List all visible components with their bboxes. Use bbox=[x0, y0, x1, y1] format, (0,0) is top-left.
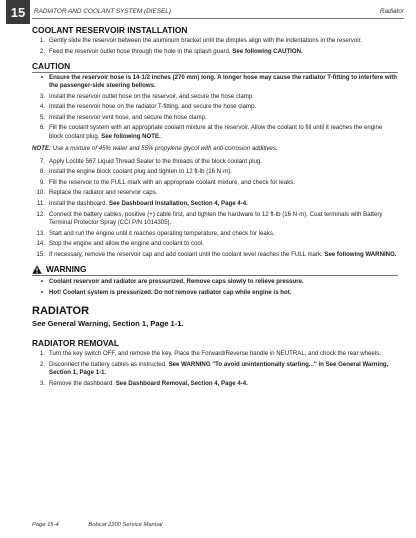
running-title: Radiator bbox=[379, 8, 404, 15]
step-item bbox=[32, 211, 398, 228]
general-warning-ref: See General Warning, Section 1, Page 1-1. bbox=[32, 319, 184, 329]
step-item bbox=[32, 230, 398, 238]
page-content bbox=[32, 26, 398, 390]
caution-bullet bbox=[32, 74, 398, 91]
step-item bbox=[32, 380, 398, 388]
warning-bullet bbox=[32, 289, 398, 297]
footer-manual-title: Bobcat 2200 Service Manual bbox=[88, 522, 163, 528]
step-number: 5. bbox=[39, 113, 45, 121]
steps-list-a bbox=[32, 37, 398, 56]
caution-text: Ensure the reservoir hose is 14-1/2 inches (270 mm) long. A longer hose may cause the radiator T-fitting to interfere with the passenger-side steering bellows. bbox=[49, 73, 397, 90]
step-item bbox=[32, 158, 398, 166]
step-number: 13. bbox=[36, 229, 45, 237]
step-text: Disconnect the battery cables as instructed. bbox=[49, 360, 169, 368]
steps-list-b bbox=[32, 93, 398, 142]
step-text: Turn the key switch OFF, and remove the key. Place the Forward/Reverse handle in NEUTRAL, and chock the rear wheels. bbox=[49, 350, 381, 358]
radiator-removal-heading: RADIATOR REMOVAL bbox=[32, 337, 120, 348]
step-text: Install the reservoir vent hose, and secure the hose clamp. bbox=[49, 113, 207, 121]
reservoir-install-heading: COOLANT RESERVOIR INSTALLATION bbox=[32, 25, 188, 35]
step-item bbox=[32, 251, 398, 259]
header-rule bbox=[32, 18, 404, 19]
step-reference: See WARNING "To avoid unintentionally starting..." in See General Warning, Section 1, Page 1-1. bbox=[49, 360, 389, 377]
note-label: NOTE: bbox=[32, 145, 51, 153]
step-item bbox=[32, 103, 398, 111]
step-number: 12. bbox=[36, 210, 45, 218]
step-reference: See Dashboard Removal, Section 4, Page 4-4. bbox=[115, 379, 248, 387]
step-number: 4. bbox=[39, 103, 45, 111]
footer-page-number: Page 15-4 bbox=[32, 522, 59, 528]
step-item bbox=[32, 124, 398, 141]
step-text: Replace the radiator and reservoir caps. bbox=[49, 189, 158, 197]
step-text: Install the reservoir hose on the radiator T-fitting, and secure the hose clamp. bbox=[49, 103, 257, 111]
step-number: 3. bbox=[39, 379, 45, 387]
step-item bbox=[32, 189, 398, 197]
bullet-dot: • bbox=[41, 278, 44, 286]
steps-list-c bbox=[32, 158, 398, 260]
step-reference: See Dashboard Installation, Section 4, Page 4-4. bbox=[108, 200, 248, 207]
step-number: 7. bbox=[39, 157, 45, 165]
page-header bbox=[0, 0, 416, 24]
step-number: 1. bbox=[39, 37, 45, 45]
note-text: Use a mixture of 45% water and 55% propylene glycol with anti-corrosion additives. bbox=[50, 145, 278, 153]
caution-heading: CAUTION bbox=[32, 62, 398, 72]
step-text: Install the engine block coolant plug and tighten to 12 ft-lb (16 N·m). bbox=[49, 168, 232, 176]
step-number: 3. bbox=[39, 92, 45, 100]
section-title: RADIATOR AND COOLANT SYSTEM (DIESEL) bbox=[34, 8, 171, 15]
step-number: 9. bbox=[39, 178, 45, 186]
step-reference: See following NOTE. bbox=[101, 132, 161, 140]
step-text: If necessary, remove the reservoir cap and add coolant until the coolant level reaches the FULL mark. bbox=[49, 250, 325, 258]
step-reference: See following CAUTION. bbox=[232, 48, 303, 55]
bullet-dot: • bbox=[41, 73, 44, 81]
step-number: 8. bbox=[39, 168, 45, 176]
warning-text: Hot! Coolant system is pressurized. Do not remove radiator cap while engine is hot. bbox=[49, 288, 292, 296]
step-item bbox=[32, 361, 398, 378]
step-number: 11. bbox=[36, 200, 45, 207]
step-item bbox=[32, 200, 398, 208]
warning-triangle-icon bbox=[32, 265, 42, 274]
step-number: 15. bbox=[36, 250, 45, 258]
step-item bbox=[32, 37, 398, 45]
warning-bullet bbox=[32, 278, 398, 286]
step-item bbox=[32, 179, 398, 187]
step-number: 10. bbox=[36, 189, 45, 197]
radiator-heading: RADIATOR bbox=[32, 305, 90, 317]
step-text: Install the reservoir outlet hose on the reservoir, and secure the hose clamp. bbox=[49, 92, 254, 100]
step-text: Install the dashboard. bbox=[49, 200, 109, 207]
step-text: Feed the reservoir outlet hose through the hole in the splash guard. bbox=[49, 48, 233, 55]
warning-text: Coolant reservoir and radiator are pressurized. Remove caps slowly to relieve pressure. bbox=[49, 278, 304, 286]
chapter-tab: 15 bbox=[6, 0, 30, 24]
step-number: 6. bbox=[39, 124, 45, 132]
warning-list bbox=[32, 278, 398, 297]
step-item bbox=[32, 48, 398, 56]
step-item bbox=[32, 93, 398, 101]
step-number: 1. bbox=[39, 350, 45, 358]
bullet-dot: • bbox=[41, 288, 44, 296]
step-item bbox=[32, 240, 398, 248]
step-reference: See following WARNING. bbox=[324, 250, 397, 258]
steps-list-d bbox=[32, 350, 398, 388]
step-text: Remove the dashboard. bbox=[49, 379, 116, 387]
step-item bbox=[32, 168, 398, 176]
step-text: Fill the reservoir to the FULL mark with an appropriate coolant mixture, and check for leaks. bbox=[49, 178, 296, 186]
step-text: Apply Loctite 567 Liquid Thread Sealer to the threads of the block coolant plug. bbox=[49, 157, 262, 165]
step-number: 14. bbox=[36, 240, 45, 248]
step-number: 2. bbox=[39, 48, 45, 55]
step-item bbox=[32, 350, 398, 358]
step-item bbox=[32, 114, 398, 122]
step-text: Gently slide the reservoir between the aluminum bracket until the dimples align with the indentations in the reservoir. bbox=[49, 37, 362, 45]
step-text: Stop the engine and allow the engine and coolant to cool. bbox=[49, 240, 204, 248]
step-number: 2. bbox=[39, 360, 45, 368]
page-footer bbox=[32, 522, 191, 528]
note bbox=[32, 145, 398, 153]
warning-heading bbox=[32, 265, 398, 276]
step-text: Fill the coolant system with an appropriate coolant mixture at the reservoir. Allow the coolant to fill until it reaches the engine block coolant plug. bbox=[49, 124, 383, 140]
step-text: Connect the battery cables, positive (+) cable first, and tighten the hardware to 12 ft-lb (16 N·m). Coat terminals with Battery Terminal Protector Spray (CCI P/N 1014305). bbox=[49, 210, 383, 226]
warning-title: WARNING bbox=[46, 264, 87, 275]
step-text: Start and run the engine until it reaches operating temperature, and check for leaks. bbox=[49, 229, 275, 237]
